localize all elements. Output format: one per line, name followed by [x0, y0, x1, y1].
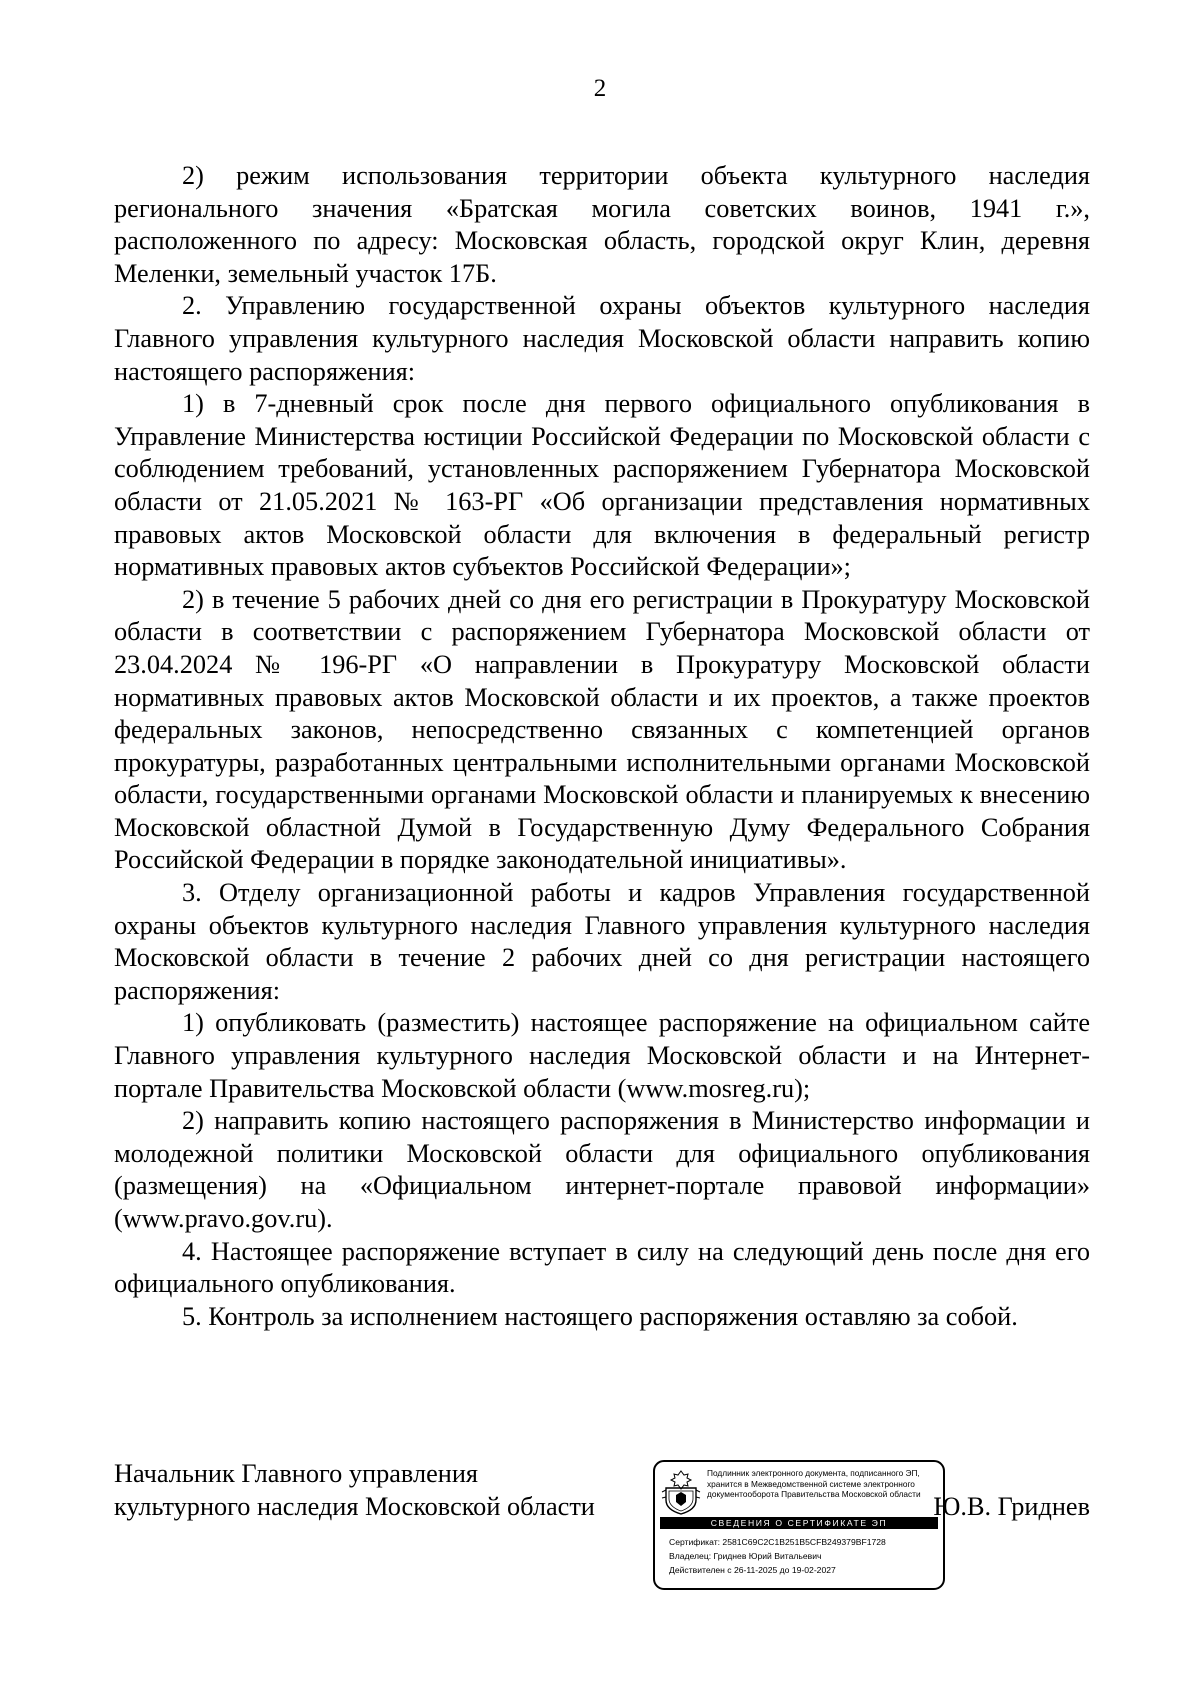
paragraph-clause-2-item-2: 2) в течение 5 рабочих дней со дня его регистрации в Прокуратуру Московской области в соответствии с распоряжением Губернатора Московской области от 23.04.2024 № 196-РГ «О направлении в Прокуратуру Московской области нормативных правовых актов Московской области и их проектов, а также проектов федеральных законов, непосредственно связанных с компетенцией органов прокуратуры, разработанных центральными исполнительными органами Московской области, государственными органами Московской области и планируемых к внесению Московской областной Думой в Государственную Думу Федерального Собрания Российской Федерации в порядке законодательной инициативы». — [114, 584, 1090, 875]
stamp-certificate-owner: Владелец: Гриднев Юрий Витальевич — [669, 1551, 822, 1561]
paragraph-clause-4: 4. Настоящее распоряжение вступает в силу на следующий день после дня его официального опубликования. — [114, 1236, 1090, 1299]
paragraph-clause-2: 2. Управлению государственной охраны объектов культурного наследия Главного управления культурного наследия Московской области направить копию настоящего распоряжения: — [114, 291, 1090, 386]
stamp-certificate-validity: Действителен с 26-11-2025 до 19-02-2027 — [669, 1565, 836, 1575]
signatory-position — [114, 1458, 595, 1523]
paragraph-clause-2-item-1: 1) в 7-дневный срок после дня первого официального опубликования в Управление Министерства юстиции Российской Федерации по Московской области с соблюдением требований, установленных распоряжением Губернатора Московской области от 21.05.2021 № 163-РГ «Об организации представления нормативных правовых актов Московской области для включения в федеральный регистр нормативных правовых актов субъектов Российской Федерации»; — [114, 389, 1090, 582]
stamp-notice-line-3: документооборота Правительства Московской области — [707, 1489, 921, 1500]
stamp-notice — [707, 1468, 939, 1500]
paragraph-clause-3-item-2: 2) направить копию настоящего распоряжения в Министерство информации и молодежной политики Московской области для официального опубликования (размещения) на «Официальном интернет-портале правовой информации» (www.pravo.gov.ru). — [114, 1106, 1090, 1233]
signatory-position-line-1: Начальник Главного управления — [114, 1459, 479, 1488]
document-body — [114, 160, 1090, 1333]
paragraph-clause-5: 5. Контроль за исполнением настоящего распоряжения оставляю за собой. — [182, 1301, 1018, 1331]
stamp-certificate-header: СВЕДЕНИЯ О СЕРТИФИКАТЕ ЭП — [660, 1517, 938, 1529]
stamp-notice-line-2: хранится в Межведомственной системе электронного — [707, 1478, 915, 1489]
page-number: 2 — [593, 75, 607, 102]
signatory-position-line-2: культурного наследия Московской области — [114, 1491, 595, 1521]
signature-block — [114, 1458, 1090, 1658]
paragraph-item-2: 2) режим использования территории объекта культурного наследия регионального значения «Братская могила советских воинов, 1941 г.», расположенного по адресу: Московская область, городской округ Клин, деревня Меленки, земельный участок 17Б. — [114, 161, 1090, 288]
stamp-certificate-number: Сертификат: 2581C69C2C1B251B5CFB249379BF1728 — [669, 1537, 886, 1547]
stamp-notice-line-1: Подлинник электронного документа, подписанного ЭП, — [707, 1468, 920, 1478]
paragraph-clause-3-item-1: 1) опубликовать (разместить) настоящее распоряжение на официальном сайте Главного управления культурного наследия Московской области и на Интернет-портале Правительства Московской области (www.mosreg.ru); — [114, 1008, 1090, 1103]
paragraph-clause-3: 3. Отделу организационной работы и кадров Управления государственной охраны объектов культурного наследия Главного управления культурного наследия Московской области в течение 2 рабочих дней со дня регистрации настоящего распоряжения: — [114, 878, 1090, 1005]
signatory-name: Ю.В. Гриднев — [933, 1491, 1090, 1521]
electronic-signature-stamp — [653, 1460, 945, 1590]
moscow-oblast-coat-of-arms-icon — [660, 1468, 702, 1516]
